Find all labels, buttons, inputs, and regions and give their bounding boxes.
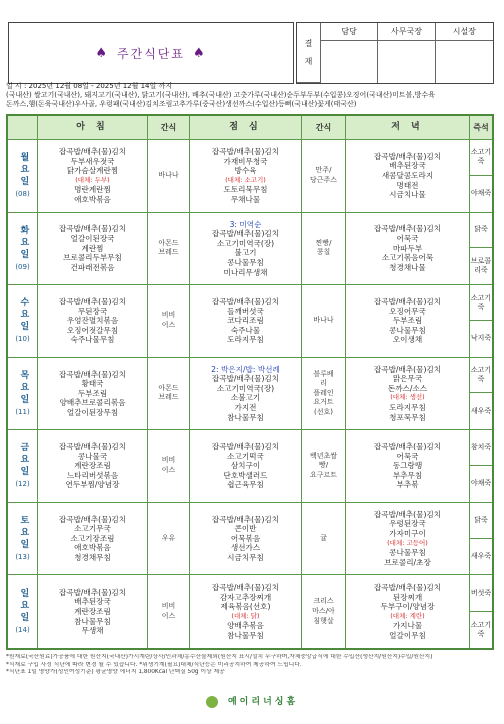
menu-line: 황태국 <box>81 379 104 389</box>
side-item: 새우죽 <box>470 406 492 415</box>
approval-label-2: 재 <box>304 56 313 66</box>
menu-line: 소고기미역국(장) <box>216 383 275 393</box>
menu-line: 우유 <box>161 533 176 542</box>
menu-line: 불고기 <box>234 248 257 258</box>
side-item: 브로콜리죽 <box>470 257 492 275</box>
menu-line: 잡곡밥/배추(물)김치 <box>58 224 127 234</box>
breakfast-cell <box>38 430 148 503</box>
title-box <box>8 22 294 84</box>
menu-line: 콩나물무침 <box>227 257 264 267</box>
dinner-cell <box>346 358 470 431</box>
menu-line: 오이생채 <box>392 335 423 345</box>
menu-line: 콩나물무침 <box>389 325 426 335</box>
approval-sign <box>321 41 378 83</box>
side-cell <box>470 575 492 648</box>
day-name: 일요일 <box>18 587 29 624</box>
side-cell <box>470 358 492 431</box>
breakfast-cell <box>38 358 148 431</box>
menu-line: 들깨버섯국 <box>227 306 264 316</box>
menu-line: 이스 <box>161 466 176 475</box>
snack1-cell <box>148 503 190 576</box>
menu-line: (대체: 두부) <box>75 175 110 184</box>
menu-line: 도라지무침 <box>227 335 264 345</box>
menu-line: (대체: 소고기) <box>225 175 266 184</box>
menu-line: 참나물무침 <box>227 412 264 422</box>
breakfast-cell <box>38 285 148 358</box>
day-date: (09) <box>15 262 30 271</box>
approval-sign <box>436 41 493 83</box>
snack1-cell <box>148 140 190 213</box>
menu-line: 시금치무침 <box>227 553 264 563</box>
day-date: (08) <box>15 189 30 198</box>
side-sub <box>470 503 492 575</box>
menu-line: 마스/아 <box>312 606 335 615</box>
origin-line: 돈까스,햄(돈육국내산)우사골, 우렁패(국내산)김치조림고추가루(중국산)생선까스(수입산)등뼈(국내산)꽃게(태국산) <box>6 100 357 108</box>
menu-line: 가지나물 <box>392 621 423 631</box>
side-cell <box>470 503 492 576</box>
origin-line: (국내산) 쌀고기(국내산), 돼지고기(국내산), 닭고기(국내산), 배추(국내산) 고춧가루(국내산)순두부두부(수입콩)오징어(국내산)미트볼,방수육 <box>6 91 435 99</box>
menu-line: 잡곡밥/배추(물)김치 <box>211 442 280 452</box>
side-sub <box>470 140 492 212</box>
side-cell <box>470 213 492 286</box>
lunch-cell <box>190 503 302 576</box>
breakfast-cell <box>38 503 148 576</box>
side-item: 새우죽 <box>470 552 492 561</box>
menu-line: 잡곡밥/배추(물)김치 <box>211 582 280 592</box>
side-item: 버섯죽 <box>470 575 492 611</box>
menu-line: 양배추브로콜리볶음 <box>59 398 126 408</box>
snack1-cell <box>148 285 190 358</box>
day-name: 금요일 <box>18 442 29 479</box>
menu-line: 숙주나물 <box>230 325 261 335</box>
menu-line: 2: 박은지/밥: 박선례 <box>211 364 280 374</box>
side-item: 소고기죽 <box>470 620 492 638</box>
dinner-cell <box>346 140 470 213</box>
logo-icon <box>206 696 218 708</box>
menu-line: 오징어젓갈무침 <box>66 325 119 335</box>
menu-line: 소고기미역국(장) <box>216 238 275 248</box>
menu-line: 잡곡밥/배추(물)김치 <box>211 514 280 524</box>
day-date: (13) <box>15 552 30 561</box>
header-lunch: 점 심 <box>190 116 302 140</box>
header-breakfast: 아 침 <box>38 116 148 140</box>
menu-line: 잡곡밥/배추(물)김치 <box>211 229 280 239</box>
menu-line: 삼치구이 <box>230 461 261 471</box>
menu-line: 무된장국 <box>77 306 108 316</box>
dinner-cell <box>346 213 470 286</box>
menu-line: 제육볶음(선호) <box>220 602 271 612</box>
approval-role: 시설장 <box>436 23 493 41</box>
menu-line: 잡곡밥/배추(물)김치 <box>58 147 127 156</box>
menu-line: 동그랑땡 <box>392 461 423 471</box>
footer-name: 예이리너싱홈 <box>227 697 299 707</box>
menu-line: 요거트 <box>313 398 334 407</box>
approval-role: 사무국장 <box>378 23 435 41</box>
approval-label-1: 결 <box>304 38 313 48</box>
menu-line: 참나물무침 <box>227 630 264 640</box>
day-cell <box>8 285 38 358</box>
menu-line: (대체: 계란) <box>390 611 425 620</box>
menu-line: 만주/ <box>315 166 332 175</box>
day-date: (12) <box>15 480 30 489</box>
day-cell <box>8 503 38 576</box>
menu-line: 가자미구이 <box>389 529 426 539</box>
menu-line: 소고기장조림 <box>70 533 115 543</box>
side-sub <box>470 213 492 285</box>
menu-line: 감자고추장찌개 <box>219 592 272 602</box>
menu-line: 바나나 <box>313 316 334 325</box>
menu-line: 배추된장국 <box>74 597 111 607</box>
lunch-cell <box>190 140 302 213</box>
menu-line: 잡곡밥/배추(물)김치 <box>58 587 127 597</box>
spade-icon: ♠ <box>192 45 207 61</box>
menu-line: 계란찜 <box>81 243 104 253</box>
lunch-cell <box>190 285 302 358</box>
menu-line: 방수육 <box>234 166 257 176</box>
menu-line: 잡곡밥/배추(물)김치 <box>211 296 280 306</box>
menu-line: 생선가스 <box>230 543 261 553</box>
menu-line: 비비 <box>161 311 176 320</box>
menu-line: 가지전 <box>234 403 257 413</box>
snack1-cell <box>148 358 190 431</box>
menu-line: 계란장조림 <box>74 606 111 616</box>
menu-line: 마파두부 <box>392 243 423 253</box>
side-cell <box>470 140 492 213</box>
day-cell <box>8 213 38 286</box>
side-item: 소고기죽 <box>470 358 492 394</box>
menu-line: 명란계란찜 <box>74 185 111 195</box>
snack2-cell <box>302 430 346 503</box>
side-item: 닭죽 <box>470 503 492 539</box>
menu-line: 잡곡밥/배추(물)김치 <box>58 514 127 524</box>
note-line: *식재료 구입 사정 식단에 따라 변경 될 수 있습니다. *위생기계(필요)대체/식단등은 미리공지하여 제공하여 드립니다. <box>6 661 302 668</box>
menu-line: 아몬드 <box>158 238 179 247</box>
menu-line: 배추된장국 <box>389 161 426 171</box>
menu-line: 바나나 <box>158 170 179 179</box>
menu-line: 브로콜리두부무침 <box>63 253 122 263</box>
snack2-cell <box>302 140 346 213</box>
breakfast-cell <box>38 213 148 286</box>
menu-line: 잡곡밥/배추(물)김치 <box>373 582 442 592</box>
side-item: 야채죽 <box>470 479 492 488</box>
menu-line: (대체: 닭) <box>231 611 260 620</box>
header-dinner: 저 녁 <box>346 116 470 140</box>
menu-line: 어묵국 <box>396 451 419 461</box>
menu-line: 오징어무국 <box>389 306 426 316</box>
day-name: 화요일 <box>18 224 29 261</box>
notes <box>6 654 496 677</box>
menu-line: 어묵국 <box>396 233 419 243</box>
menu-table <box>6 114 494 650</box>
menu-line: 양배추볶음 <box>227 621 264 631</box>
day-cell <box>8 430 38 503</box>
side-item: 소고기죽 <box>470 140 492 176</box>
menu-line: 명태전 <box>396 180 419 190</box>
menu-line: 브레드 <box>158 393 179 402</box>
snack2-cell <box>302 358 346 431</box>
menu-line: 두부조림 <box>77 388 108 398</box>
menu-line: 연두부찜/양념장 <box>65 480 120 490</box>
menu-line: 미나리무생채 <box>223 267 268 277</box>
menu-line: 무생채 <box>81 626 104 636</box>
menu-line: 닭가슴살계란찜 <box>66 166 119 176</box>
menu-line: 청경채무침 <box>74 553 111 563</box>
header-snack1: 간식 <box>148 116 190 140</box>
menu-line: 무채나물 <box>230 194 261 204</box>
menu-line: 소불고기 <box>230 393 261 403</box>
dinner-cell <box>346 503 470 576</box>
day-date: (14) <box>15 625 30 634</box>
menu-line: 청경채나물 <box>389 262 426 272</box>
menu-line: 된장찌개 <box>392 592 423 602</box>
menu-line: 건파래전볶음 <box>70 262 115 272</box>
dinner-cell <box>346 575 470 648</box>
side-item: 닭죽 <box>470 213 492 249</box>
footer <box>0 694 504 708</box>
menu-line: 아몬드 <box>158 383 179 392</box>
approval-sign <box>378 41 435 83</box>
menu-grid <box>8 116 492 648</box>
spade-icon: ♠ <box>95 45 110 61</box>
menu-line: 어묵볶음 <box>230 533 261 543</box>
menu-line: 두부구이/양념장 <box>380 602 435 612</box>
menu-line: 얼갈이무침 <box>389 630 426 640</box>
menu-line: 가재비무청국 <box>223 156 268 166</box>
note-line: *원재료(국산원료)가공품에 대한 원산지(국내산)가시계란/상사/인과채/농수산물제외(원산지 표시/설치 무구하며,자체중앙급식에 대한 수입산(생산지/원산지)수입/원산지) <box>6 654 433 660</box>
breakfast-cell <box>38 575 148 648</box>
menu-line: 잡곡밥/배추(물)김치 <box>373 442 442 452</box>
menu-line: 소고기무국 <box>74 524 111 534</box>
menu-line: 잡곡밥/배추(물)김치 <box>58 442 127 452</box>
snack1-cell <box>148 430 190 503</box>
menu-line: 쉽근육무침 <box>227 480 264 490</box>
menu-line: 요구르트 <box>309 470 338 479</box>
menu-line: 플레인 <box>313 388 334 397</box>
menu-line: 블루베 <box>313 369 334 378</box>
menu-line: 애호박볶음 <box>74 194 111 204</box>
menu-line: 청포묵무침 <box>389 412 426 422</box>
menu-line: 얼갈이된장국 <box>70 233 115 243</box>
day-name: 월요일 <box>18 151 29 188</box>
menu-line: 이스 <box>161 611 176 620</box>
menu-line: 우렁된장국 <box>389 519 426 529</box>
menu-line: 콩나물무침 <box>389 548 426 558</box>
side-cell <box>470 430 492 503</box>
menu-line: 브레드 <box>158 248 179 257</box>
day-cell <box>8 575 38 648</box>
menu-line: 비비 <box>161 456 176 465</box>
lunch-cell <box>190 575 302 648</box>
menu-line: 잡곡밥/배추(물)김치 <box>58 369 127 379</box>
menu-line: 백년초쌀 <box>309 451 338 460</box>
note-line: *식단표 1일 영양가(성인여성기준) 평균영양 에너지 1,800Kcal 단백질 50g 이상 제공 <box>6 669 225 675</box>
menu-line: 콘이반 <box>234 524 257 534</box>
menu-line: 잡곡밥/배추(물)김치 <box>373 151 442 161</box>
side-sub <box>470 285 492 357</box>
day-cell <box>8 140 38 213</box>
menu-line: 부추볶 <box>396 480 419 490</box>
menu-line: 계란장조림 <box>74 461 111 471</box>
menu-line: 3: 미역순 <box>229 219 262 229</box>
menu-line: 이스 <box>161 320 176 329</box>
header-side: 즉석 <box>470 116 492 140</box>
menu-line: 애호박볶음 <box>74 543 111 553</box>
menu-line: 크리스 <box>313 597 334 606</box>
snack1-cell <box>148 575 190 648</box>
menu-line: 콩칠 <box>316 248 331 257</box>
day-cell <box>8 358 38 431</box>
menu-line: 단호박샐러드 <box>223 470 268 480</box>
menu-line: 우엉잔멸치볶음 <box>66 316 119 326</box>
header <box>8 22 496 82</box>
menu-line: 잡곡밥/배추(물)김치 <box>211 147 280 156</box>
menu-line: 비비 <box>161 602 176 611</box>
lunch-cell <box>190 213 302 286</box>
period-date: 일 시 : 2025년 12월 08일 - 2025년 12월 14일 까지 <box>6 82 173 90</box>
menu-line: 잡곡밥/배추(물)김치 <box>58 296 127 306</box>
menu-line: 시금치나물 <box>389 190 426 200</box>
menu-line: 잡곡밥/배추(물)김치 <box>373 509 442 519</box>
menu-line: 두부새우젓국 <box>70 156 115 166</box>
lunch-cell <box>190 358 302 431</box>
menu-line: 리 <box>320 379 327 388</box>
side-item: 소고기죽 <box>470 285 492 321</box>
dinner-cell <box>346 285 470 358</box>
menu-line: 숙주나물무침 <box>70 335 115 345</box>
menu-line: (대체: 생선) <box>390 393 425 402</box>
side-cell <box>470 285 492 358</box>
menu-line: (대체: 고등어) <box>387 538 428 547</box>
menu-line: 빵/ <box>318 461 329 470</box>
approval-role: 담당 <box>321 23 378 41</box>
menu-line: 두부조림 <box>392 316 423 326</box>
breakfast-cell <box>38 140 148 213</box>
side-sub <box>470 575 492 648</box>
snack1-cell <box>148 213 190 286</box>
menu-line: 잡곡밥/배추(물)김치 <box>373 364 442 374</box>
menu-line: 찐빵/ <box>315 238 332 247</box>
day-date: (11) <box>15 407 30 416</box>
menu-line: 부추무침 <box>392 470 423 480</box>
menu-line: 도라지무침 <box>389 403 426 413</box>
menu-line: 잡곡밥/배추(물)김치 <box>373 296 442 306</box>
page-title: 주간식단표 <box>117 46 185 61</box>
menu-line: 코다리조림 <box>227 316 264 326</box>
approval-label <box>297 23 321 83</box>
approval-box <box>296 22 494 84</box>
menu-line: 얼갈이된장무침 <box>66 407 119 417</box>
side-item: 야채죽 <box>470 189 492 198</box>
dinner-cell <box>346 430 470 503</box>
header-snack2: 간식 <box>302 116 346 140</box>
menu-line: 침햇살 <box>313 616 334 625</box>
day-name: 수요일 <box>18 297 29 334</box>
day-name: 토요일 <box>18 514 29 551</box>
side-sub <box>470 430 492 502</box>
side-sub <box>470 358 492 430</box>
menu-line: 잡곡밥/배추(물)김치 <box>211 374 280 384</box>
snack2-cell <box>302 285 346 358</box>
lunch-cell <box>190 430 302 503</box>
menu-line: 맑은무국 <box>392 374 423 384</box>
menu-line: 소고기볶음어묵 <box>381 253 434 263</box>
side-item: 낙지죽 <box>470 334 492 343</box>
snack2-cell <box>302 213 346 286</box>
snack2-cell <box>302 503 346 576</box>
side-item: 참치죽 <box>470 430 492 466</box>
menu-line: 당근주스 <box>309 175 338 184</box>
corner-header <box>8 116 38 140</box>
menu-line: 참나물무침 <box>74 616 111 626</box>
menu-line: 잡곡밥/배추(물)김치 <box>373 224 442 234</box>
day-name: 목요일 <box>18 369 29 406</box>
period-info <box>6 82 496 109</box>
snack2-cell <box>302 575 346 648</box>
menu-line: 브로콜리/초장 <box>384 557 431 567</box>
menu-line: 소고기떡국 <box>227 451 264 461</box>
menu-line: 느타리버섯볶음 <box>66 470 119 480</box>
day-date: (10) <box>15 335 30 344</box>
menu-line: 새콤달콤도라지 <box>381 170 434 180</box>
menu-line: 도토리묵무침 <box>223 185 268 195</box>
menu-line: 콩나물국 <box>77 451 108 461</box>
menu-line: (선호) <box>314 407 333 416</box>
menu-line: 귤 <box>320 533 327 542</box>
menu-line: 돈까스/소스 <box>387 383 428 393</box>
